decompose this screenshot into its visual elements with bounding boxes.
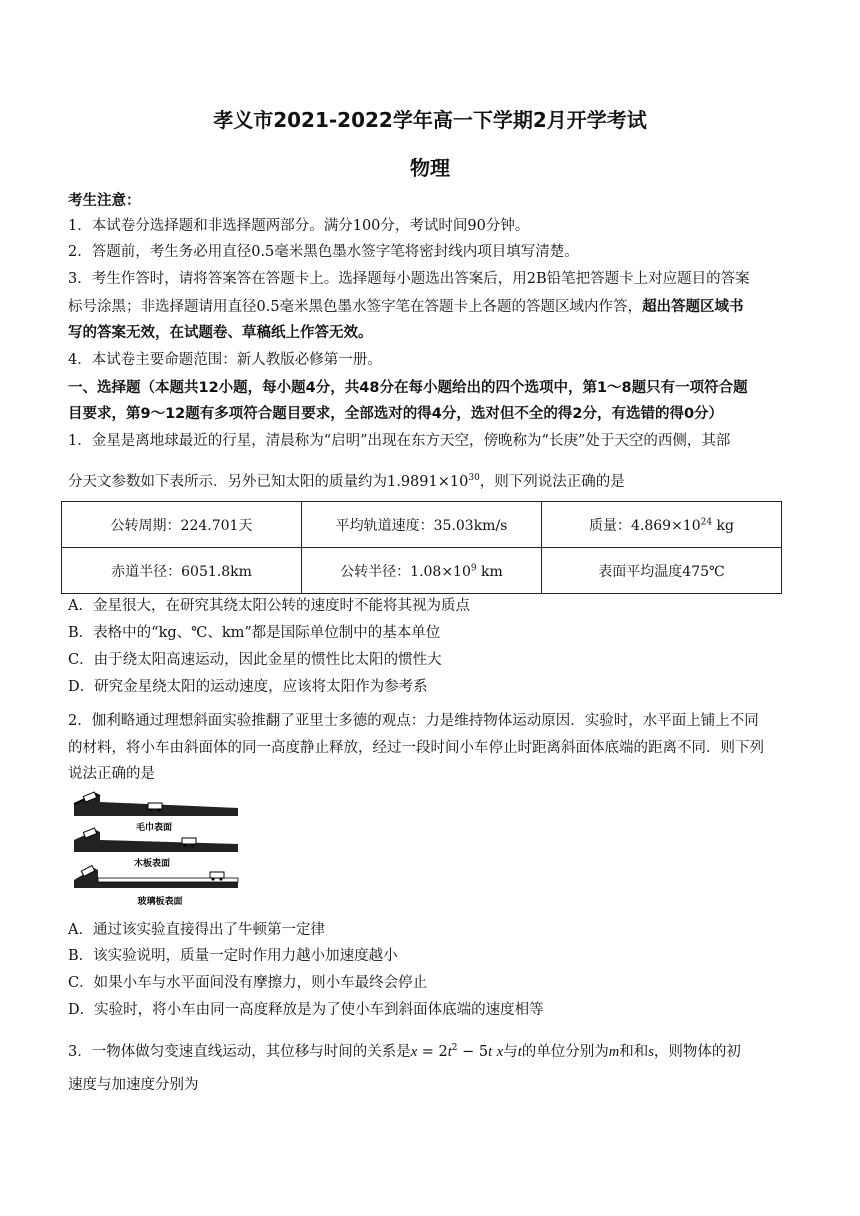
mass-label: 质量：: [589, 517, 631, 534]
notice-item-2: 2．答题前，考生务必用直径0.5毫米黑色墨水签字笔将密封线内项目填写清楚。: [68, 244, 579, 260]
sun-mass-exponent: 30: [468, 473, 480, 483]
figure-label-glass: 玻璃板表面: [137, 897, 183, 907]
wood-surface-panel: [74, 828, 238, 869]
subject-title: 物理: [410, 156, 450, 180]
q1-option-a: A．金星很大，在研究其绕太阳公转的速度时不能将其视为质点: [68, 598, 470, 614]
equation-t: t: [488, 1043, 493, 1060]
figure-label-towel: 毛巾表面: [135, 823, 173, 833]
glass-surface-panel: [74, 866, 238, 907]
q2-option-a: A．通过该实验直接得出了牛顿第一定律: [68, 922, 325, 938]
notice-item-3-line-2: [68, 294, 794, 320]
q1-stem-line-1: 1．金星是离地球最近的行星，清晨称为“启明”出现在东方天空，傍晚称为“长庚”处于天空的西侧，其部: [68, 433, 731, 449]
unit-s: s: [648, 1043, 654, 1060]
variable-t: t: [517, 1043, 522, 1060]
notice-item-4: 4．本试卷主要命题范围：新人教版必修第一册。: [68, 352, 382, 368]
q2-stem-line-3: 说法正确的是: [68, 766, 155, 782]
venus-parameter-table: [61, 501, 782, 594]
q2-stem-line-2: 的材料，将小车由斜面体的同一高度静止释放，经过一段时间小车停止时距离斜面体底端的距离不同．则下列: [68, 740, 764, 756]
mass-unit: kg: [712, 517, 734, 534]
orbit-exponent: 9: [470, 562, 477, 573]
q2-option-c: C．如果小车与水平面间没有摩擦力，则小车最终会停止: [68, 975, 428, 991]
table-cell-period: 公转周期：224.701天: [62, 502, 302, 548]
notice-heading: 考生注意：: [68, 193, 141, 209]
notice-item-3-plain: 标号涂黑；非选择题请用直径0.5毫米黑色墨水签字笔在答题卡上各题的答题区域内作答，: [68, 299, 643, 315]
towel-surface-panel: [74, 792, 238, 833]
notice-item-3-line-1: 3．考生作答时，请将答案答在答题卡上。选择题每小题选出答案后，用2B铅笔把答题卡上对应题目的答案: [68, 271, 750, 287]
section-1-line-1: 一、选择题（本题共12小题，每小题4分，共48分在每小题给出的四个选项中，第1～8题只有一项符合题: [68, 380, 748, 396]
table-cell-orbit: [302, 548, 542, 594]
q3-suffix: ，则物体的初: [653, 1043, 741, 1060]
orbit-label: 公转半径：: [340, 563, 411, 580]
q3-stem-line-2: 速度与加速度分别为: [68, 1077, 199, 1093]
mass-exponent: 24: [700, 516, 713, 527]
orbit-unit: km: [476, 563, 503, 580]
q3-text: 的单位分别为: [521, 1043, 609, 1060]
table-cell-speed: 平均轨道速度：35.03km/s: [302, 502, 542, 548]
section-1-line-2: 目要求，第9～12题有多项符合题目要求，全部选对的得4分，选对但不全的得2分，有选错的得0分）: [68, 406, 724, 422]
equation-x: x: [410, 1043, 418, 1060]
variable-x: x: [496, 1043, 504, 1060]
notice-item-3-line-3: 写的答案无效，在试题卷、草稿纸上作答无效。: [68, 325, 373, 341]
q3-text: 和和: [619, 1043, 649, 1060]
q2-stem-line-1: 2．伽利略通过理想斜面实验推翻了亚里士多德的观点：力是维持物体运动原因．实验时，水平面上铺上不同: [68, 713, 759, 729]
q1-option-c: C．由于绕太阳高速运动，因此金星的惯性比太阳的惯性大: [68, 652, 442, 668]
q1-stem-line-2: [68, 465, 794, 495]
exam-title: 孝义市2021-2022学年高一下学期2月开学考试: [213, 108, 647, 132]
q1-option-b: B．表格中的“kg、℃、km”都是国际单位制中的基本单位: [68, 625, 441, 641]
table-cell-temperature: 表面平均温度475℃: [542, 548, 782, 594]
equation-t: t: [447, 1043, 452, 1060]
mass-value: 4.869×10: [631, 517, 701, 534]
q3-stem-line-1: [68, 1035, 794, 1065]
notice-item-1: 1．本试卷分选择题和非选择题两部分。满分100分，考试时间90分钟。: [68, 218, 530, 234]
q2-option-b: B．该实验说明，质量一定时作用力越小加速度越小: [68, 948, 398, 964]
q2-option-d: D．实验时，将小车由同一高度释放是为了使小车到斜面体底端的速度相等: [68, 1002, 544, 1018]
orbit-value: 1.08×10: [410, 563, 471, 580]
q1-stem-tail: ，则下列说法正确的是: [479, 473, 625, 490]
q3-prefix: 3．一物体做匀变速直线运动，其位移与时间的关系是: [68, 1043, 411, 1060]
inclined-plane-experiment-figure: [70, 790, 242, 908]
q1-stem-text: 分天文参数如下表所示．另外已知太阳的质量约为: [68, 473, 387, 490]
table-row: [62, 548, 782, 594]
unit-m: m: [608, 1043, 620, 1060]
q3-text: 与: [503, 1043, 518, 1060]
sun-mass: 1.9891×10: [387, 473, 469, 490]
equation-part: = 2: [417, 1043, 448, 1060]
table-cell-mass: [542, 502, 782, 548]
notice-item-3-bold: 超出答题区域书: [642, 299, 744, 315]
q1-option-d: D．研究金星绕太阳的运动速度，应该将太阳作为参考系: [68, 679, 428, 695]
equation-exponent: 2: [451, 1043, 458, 1053]
table-cell-radius: 赤道半径：6051.8km: [62, 548, 302, 594]
equation-part: − 5: [457, 1043, 489, 1060]
table-row: [62, 502, 782, 548]
figure-label-wood: 木板表面: [133, 859, 171, 869]
